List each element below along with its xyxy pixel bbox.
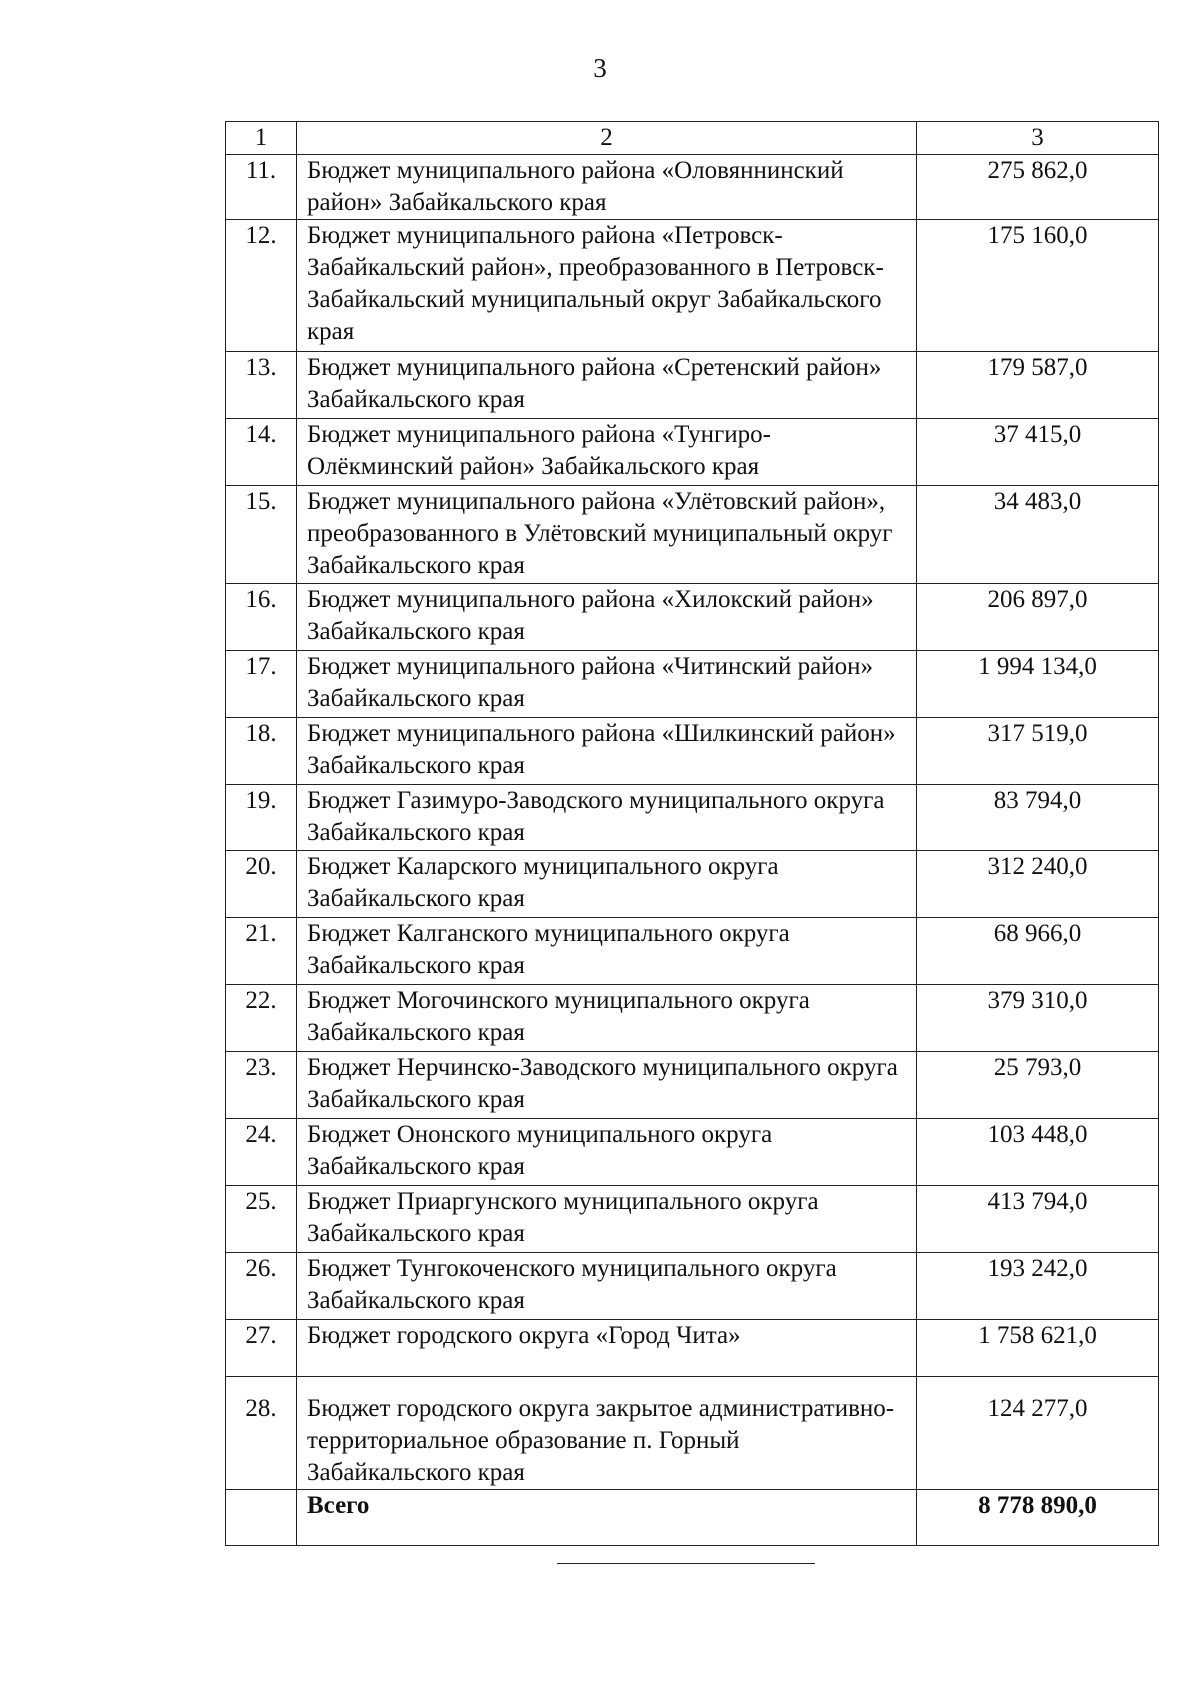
row-amount: 379 310,0 [917, 985, 1159, 1052]
row-budget-name: Бюджет муниципального района «Хилокский район» Забайкальского края [297, 584, 917, 651]
row-budget-name: Бюджет муниципального района «Сретенский район» Забайкальского края [297, 352, 917, 419]
row-budget-name: Бюджет городского округа «Город Чита» [297, 1320, 917, 1377]
table-row [226, 419, 1159, 486]
row-number: 13. [226, 352, 297, 419]
table-row [226, 851, 1159, 918]
row-number: 18. [226, 718, 297, 785]
row-amount: 68 966,0 [917, 918, 1159, 985]
row-number: 17. [226, 651, 297, 718]
row-budget-name: Бюджет городского округа закрытое административно-территориальное образование п. Горный Забайкальского края [297, 1377, 917, 1490]
row-number: 25. [226, 1186, 297, 1253]
column-header-value: 3 [917, 122, 1159, 155]
row-number: 28. [226, 1377, 297, 1490]
row-amount: 1 758 621,0 [917, 1320, 1159, 1377]
column-header-number: 1 [226, 122, 297, 155]
row-budget-name: Бюджет муниципального района «Петровск-Забайкальский район», преобразованного в Петровск-Забайкальский муниципальный округ Забайкальского края [297, 220, 917, 352]
row-amount: 37 415,0 [917, 419, 1159, 486]
table-row [226, 651, 1159, 718]
row-number: 22. [226, 985, 297, 1052]
row-amount: 275 862,0 [917, 155, 1159, 220]
table-row [226, 785, 1159, 851]
row-budget-name: Бюджет Тунгокоченского муниципального округа Забайкальского края [297, 1253, 917, 1320]
row-amount: 25 793,0 [917, 1052, 1159, 1119]
row-number: 19. [226, 785, 297, 851]
row-budget-name: Бюджет Приаргунского муниципального округа Забайкальского края [297, 1186, 917, 1253]
row-amount: 175 160,0 [917, 220, 1159, 352]
row-amount: 413 794,0 [917, 1186, 1159, 1253]
row-budget-name: Бюджет Калганского муниципального округа Забайкальского края [297, 918, 917, 985]
row-number: 11. [226, 155, 297, 220]
budget-table [225, 121, 1159, 1546]
row-number: 24. [226, 1119, 297, 1186]
table-row [226, 1377, 1159, 1490]
row-amount: 34 483,0 [917, 486, 1159, 584]
row-number: 14. [226, 419, 297, 486]
row-number: 16. [226, 584, 297, 651]
row-budget-name: Бюджет Каларского муниципального округа Забайкальского края [297, 851, 917, 918]
table-row [226, 1052, 1159, 1119]
row-amount: 1 994 134,0 [917, 651, 1159, 718]
table-row [226, 1186, 1159, 1253]
row-number: 26. [226, 1253, 297, 1320]
table-row [226, 220, 1159, 352]
table-row [226, 1253, 1159, 1320]
row-amount: 179 587,0 [917, 352, 1159, 419]
row-budget-name: Бюджет муниципального района «Улётовский район», преобразованного в Улётовский муниципальный округ Забайкальского края [297, 486, 917, 584]
row-amount: 103 448,0 [917, 1119, 1159, 1186]
row-number: 15. [226, 486, 297, 584]
row-budget-name: Бюджет Ононского муниципального округа Забайкальского края [297, 1119, 917, 1186]
table-row [226, 352, 1159, 419]
row-number: 12. [226, 220, 297, 352]
row-number: 23. [226, 1052, 297, 1119]
table-row [226, 486, 1159, 584]
table-row [226, 918, 1159, 985]
row-amount: 206 897,0 [917, 584, 1159, 651]
row-budget-name: Бюджет Газимуро-Заводского муниципального округа Забайкальского края [297, 785, 917, 851]
table-row [226, 584, 1159, 651]
row-budget-name: Бюджет муниципального района «Шилкинский район» Забайкальского края [297, 718, 917, 785]
table-row [226, 155, 1159, 220]
row-budget-name: Бюджет муниципального района «Оловяннинский район» Забайкальского края [297, 155, 917, 220]
table-row [226, 1119, 1159, 1186]
row-number: 21. [226, 918, 297, 985]
total-amount: 8 778 890,0 [917, 1490, 1159, 1546]
table-header-row [226, 122, 1159, 155]
table-row [226, 1320, 1159, 1377]
row-amount: 124 277,0 [917, 1377, 1159, 1490]
column-header-name: 2 [297, 122, 917, 155]
row-amount: 317 519,0 [917, 718, 1159, 785]
table-total-row [226, 1490, 1159, 1546]
row-amount: 83 794,0 [917, 785, 1159, 851]
row-amount: 312 240,0 [917, 851, 1159, 918]
row-amount: 193 242,0 [917, 1253, 1159, 1320]
total-number-cell [226, 1490, 297, 1546]
row-budget-name: Бюджет муниципального района «Тунгиро-Олёкминский район» Забайкальского края [297, 419, 917, 486]
row-budget-name: Бюджет Нерчинско-Заводского муниципального округа Забайкальского края [297, 1052, 917, 1119]
row-number: 20. [226, 851, 297, 918]
table-row [226, 718, 1159, 785]
row-budget-name: Бюджет муниципального района «Читинский район» Забайкальского края [297, 651, 917, 718]
table-row [226, 985, 1159, 1052]
row-budget-name: Бюджет Могочинского муниципального округа Забайкальского края [297, 985, 917, 1052]
row-number: 27. [226, 1320, 297, 1377]
page-number: 3 [593, 53, 607, 83]
total-label: Всего [297, 1490, 917, 1546]
closing-rule [557, 1563, 815, 1564]
